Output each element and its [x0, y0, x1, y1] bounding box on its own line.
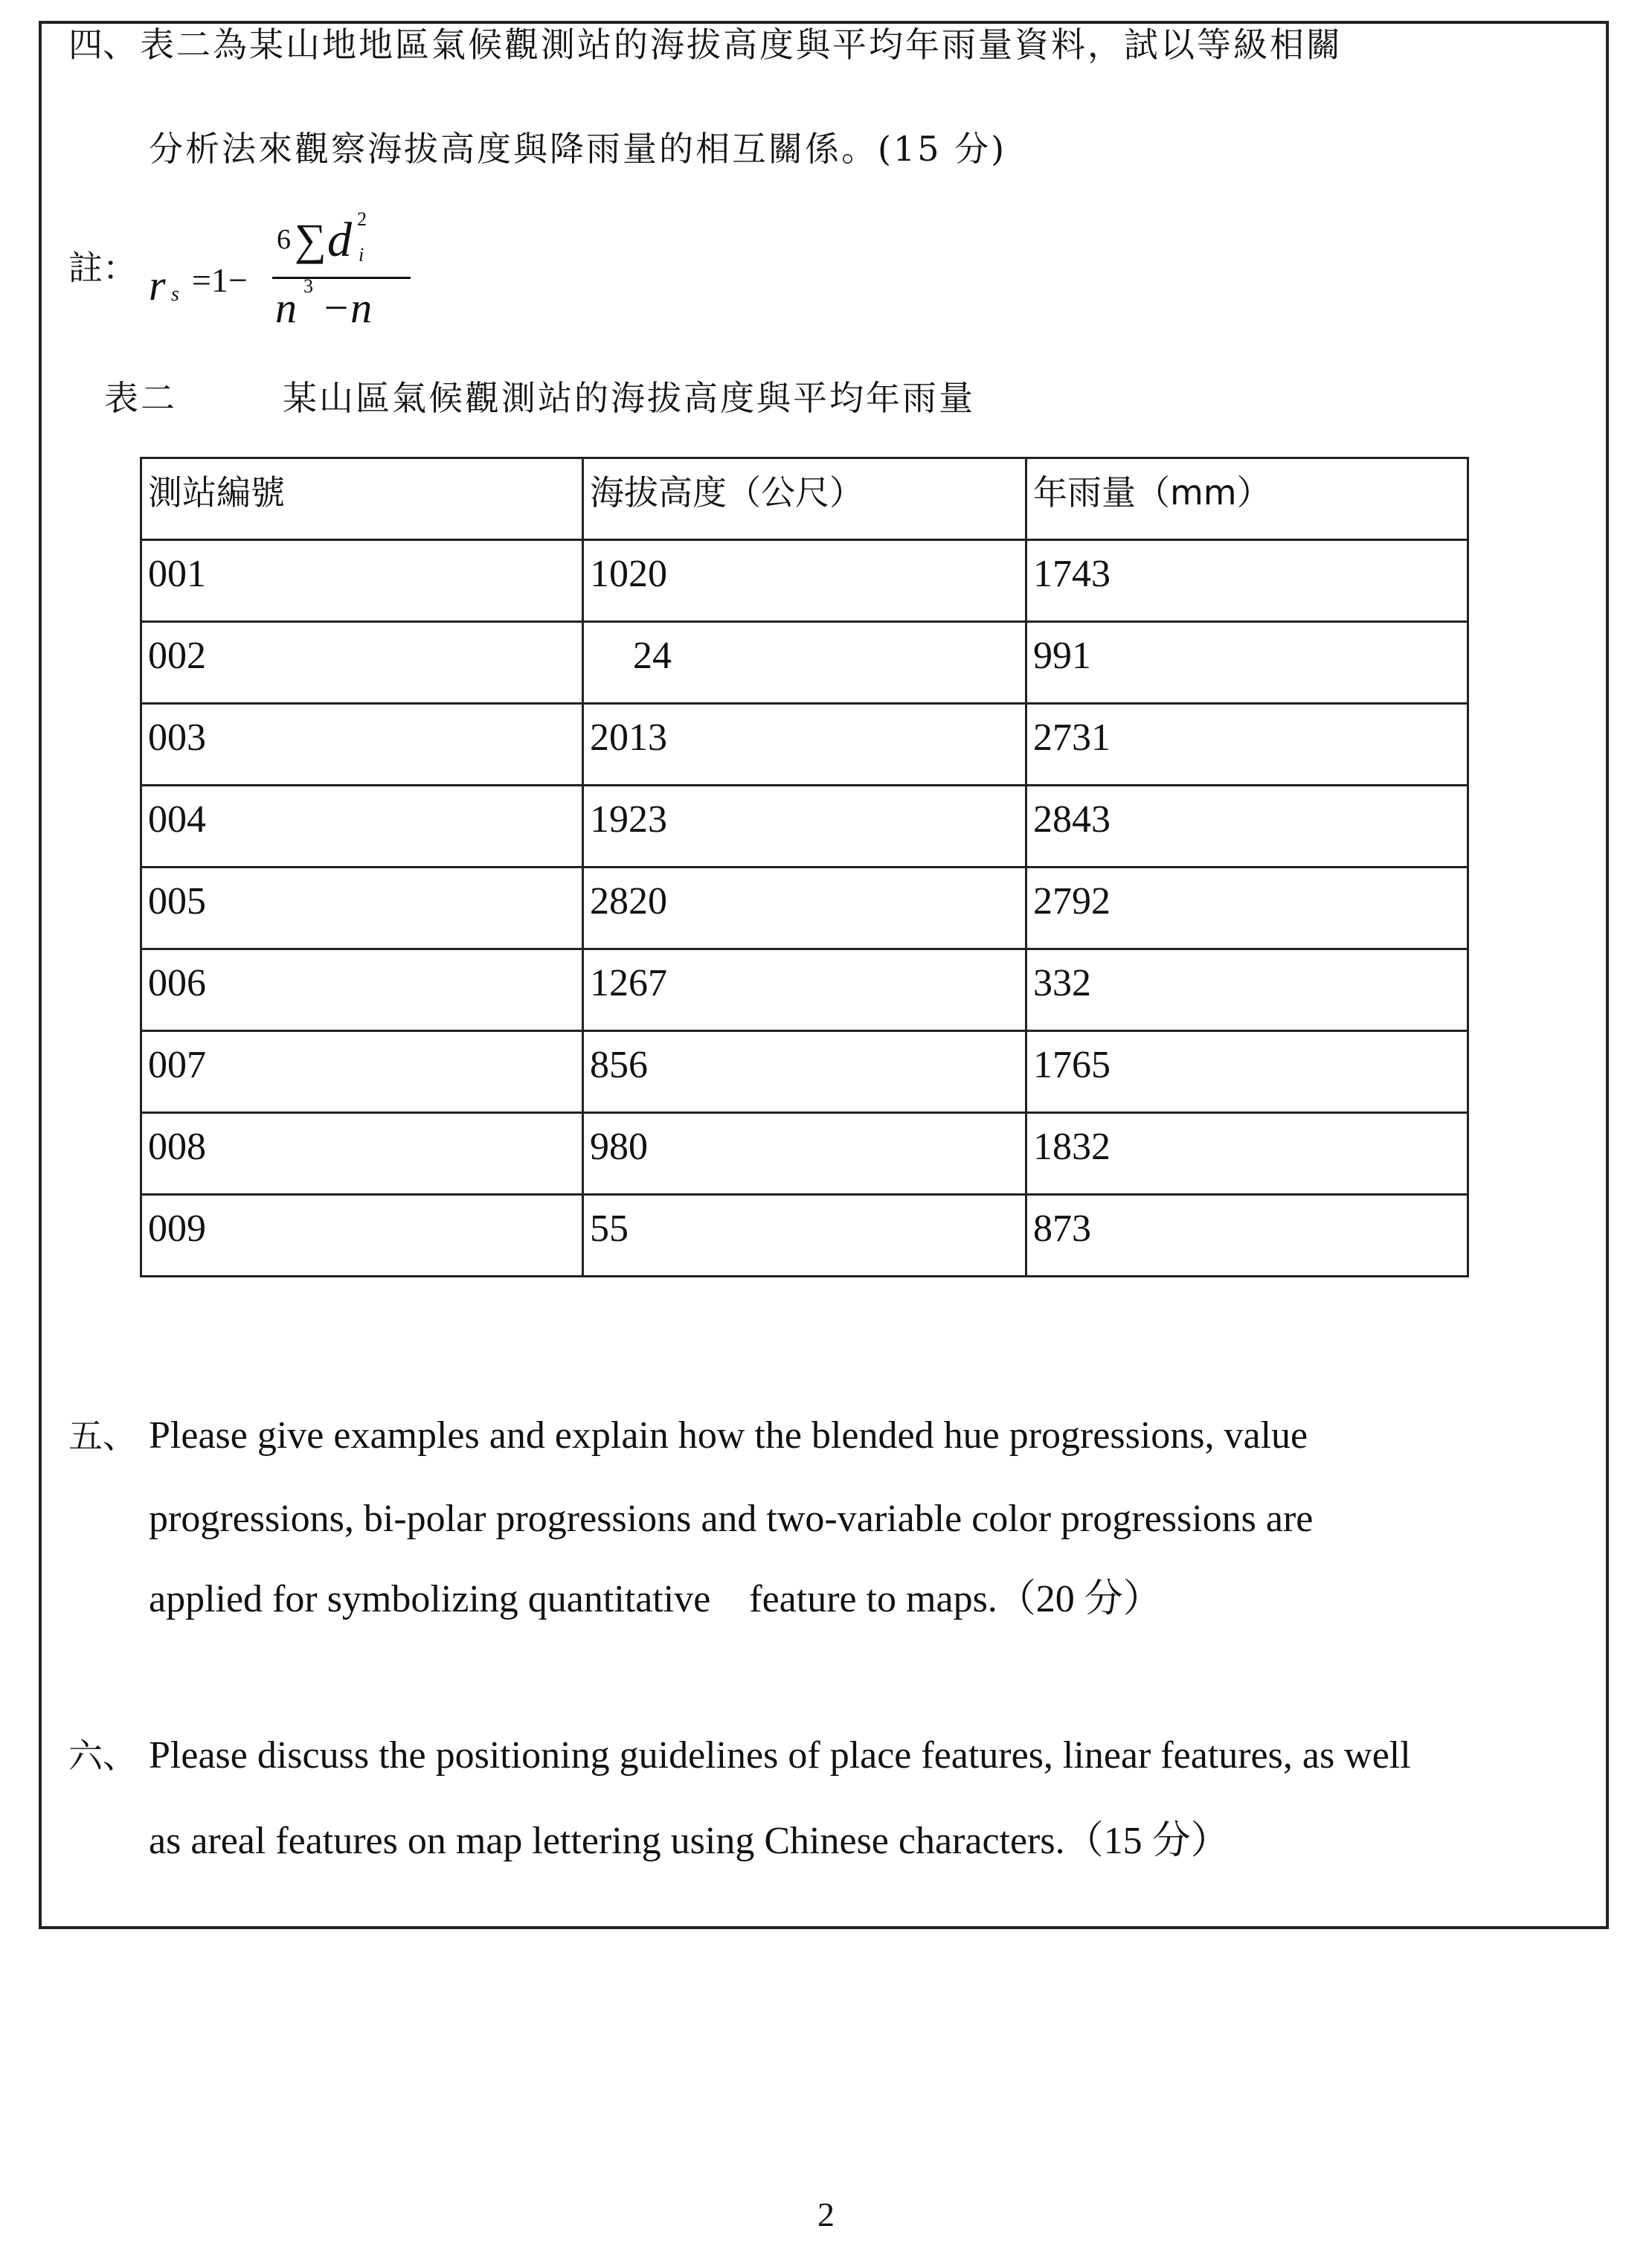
- cell-elevation: 55: [583, 1195, 1026, 1277]
- table-row: [141, 540, 1468, 622]
- cell-station-id: 008: [141, 1113, 583, 1195]
- cell-elevation: 24: [583, 622, 1026, 704]
- formula-i-subscript: i: [359, 244, 364, 266]
- cell-elevation: 980: [583, 1113, 1026, 1195]
- formula-cubed: 3: [303, 275, 313, 297]
- table-row: [141, 867, 1468, 949]
- header-station-id: 測站編號: [141, 458, 583, 540]
- question-6-line-2: as areal features on map lettering using Chinese characters.（15 分）: [149, 1820, 1230, 1862]
- formula-r: r: [149, 261, 166, 309]
- table-row: [141, 1031, 1468, 1113]
- cell-elevation: 2013: [583, 704, 1026, 786]
- formula-six: 6: [277, 224, 291, 255]
- cell-rainfall: 2792: [1026, 867, 1468, 949]
- cell-rainfall: 2843: [1026, 786, 1468, 867]
- question-5-number: 五、: [68, 1416, 137, 1456]
- cell-rainfall: 332: [1026, 949, 1468, 1031]
- cell-elevation: 1267: [583, 949, 1026, 1031]
- table-caption: 某山區氣候觀測站的海拔高度與平均年雨量: [283, 378, 975, 418]
- cell-rainfall: 2731: [1026, 704, 1468, 786]
- formula-minus-n: −n: [321, 283, 373, 332]
- header-rainfall: 年雨量（mm）: [1026, 458, 1468, 540]
- cell-elevation: 1923: [583, 786, 1026, 867]
- formula-squared: 2: [357, 208, 367, 230]
- formula-fraction-bar: [272, 277, 411, 279]
- cell-elevation: 1020: [583, 540, 1026, 622]
- cell-station-id: 001: [141, 540, 583, 622]
- table-row: [141, 1113, 1468, 1195]
- cell-station-id: 007: [141, 1031, 583, 1113]
- table-row: [141, 1195, 1468, 1277]
- cell-rainfall: 1743: [1026, 540, 1468, 622]
- formula-d: d: [327, 213, 352, 267]
- question-4-line-1: 表二為某山地地區氣候觀測站的海拔高度與平均年雨量資料，試以等級相關: [140, 25, 1343, 65]
- question-6-number: 六、: [68, 1736, 137, 1776]
- formula-s-subscript: s: [171, 283, 179, 306]
- table-row: [141, 704, 1468, 786]
- header-elevation: 海拔高度（公尺）: [583, 458, 1026, 540]
- cell-station-id: 004: [141, 786, 583, 867]
- data-table: [140, 457, 1469, 1277]
- note-label: 註：: [68, 248, 137, 288]
- question-4-line-2: 分析法來觀察海拔高度與降雨量的相互關係。(15 分): [149, 129, 1007, 169]
- cell-station-id: 009: [141, 1195, 583, 1277]
- cell-rainfall: 1765: [1026, 1031, 1468, 1113]
- page-number: 2: [817, 2195, 835, 2233]
- cell-station-id: 005: [141, 867, 583, 949]
- cell-rainfall: 1832: [1026, 1113, 1468, 1195]
- spearman-formula: [149, 208, 431, 342]
- question-5-line-2: progressions, bi-polar progressions and two-variable color progressions are: [149, 1498, 1314, 1540]
- table-row: [141, 949, 1468, 1031]
- question-4-number: 四、: [68, 25, 137, 65]
- cell-station-id: 003: [141, 704, 583, 786]
- cell-rainfall: 873: [1026, 1195, 1468, 1277]
- table-header-row: [141, 458, 1468, 540]
- cell-rainfall: 991: [1026, 622, 1468, 704]
- question-5-line-3: applied for symbolizing quantitative feature to maps.（20 分）: [149, 1578, 1162, 1620]
- question-6-line-1: Please discuss the positioning guidelines of place features, linear features, as well: [149, 1734, 1411, 1777]
- formula-n: n: [275, 283, 297, 332]
- formula-sigma: ∑: [295, 215, 327, 264]
- question-5-line-1: Please give examples and explain how the blended hue progressions, value: [149, 1414, 1308, 1457]
- table-row: [141, 786, 1468, 867]
- formula-equals-one-minus: =1−: [192, 261, 248, 299]
- table-row: [141, 622, 1468, 704]
- cell-elevation: 2820: [583, 867, 1026, 949]
- cell-station-id: 002: [141, 622, 583, 704]
- cell-station-id: 006: [141, 949, 583, 1031]
- cell-elevation: 856: [583, 1031, 1026, 1113]
- table-label: 表二: [104, 378, 177, 418]
